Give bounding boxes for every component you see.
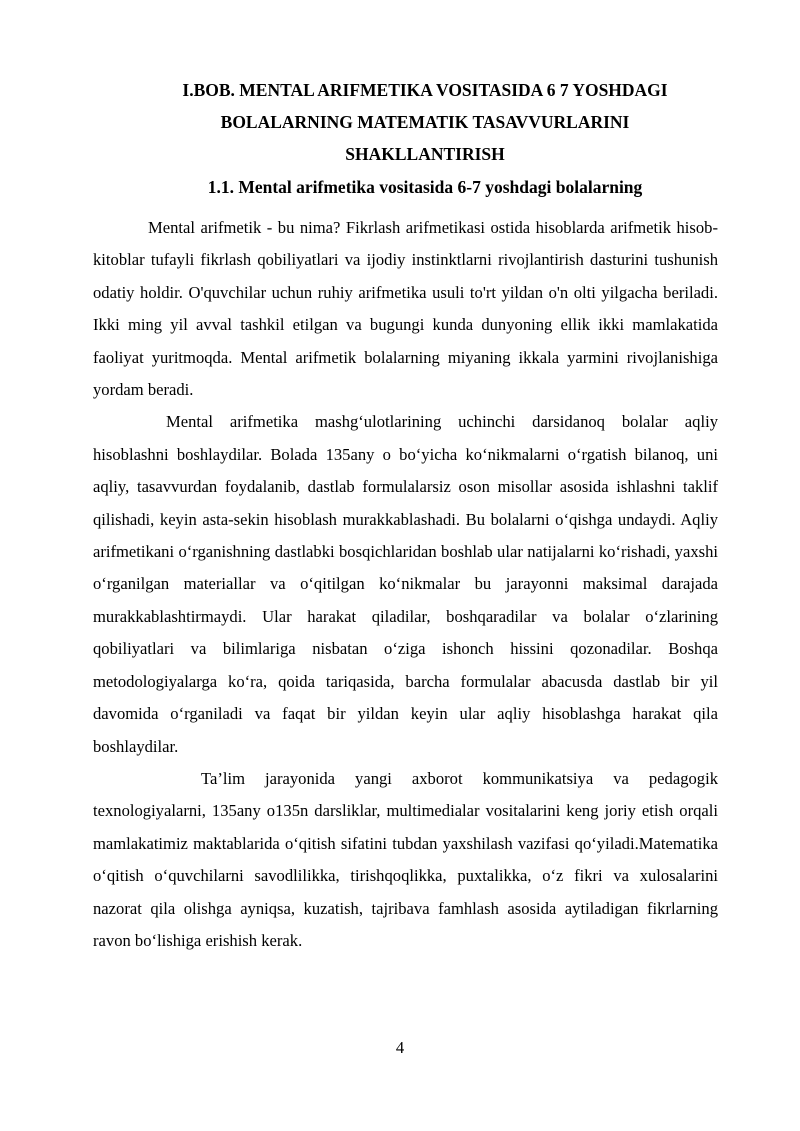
chapter-title-line-1: I.BOB. MENTAL ARIFMETIKA VOSITASIDA 6 7 YOSHDAGI [182, 80, 668, 100]
paragraph-2: Mental arifmetika mashg‘ulotlarining uchinchi darsidanoq bolalar aqliy hisoblashni boshlaydilar. Bolada 135any o bo‘yicha ko‘nikmalarni o‘rgatish bilanoq, uni aqliy, tasavvurdan foydalanib, dastlab formulalarsiz oson misollar asosida ishlashni taklif qilishadi, keyin asta-sekin hisoblash murakkablashadi. Bu bolalarni o‘qishga undaydi. Aqliy arifmetikani o‘rganishning dastlabki bosqichlaridan boshlab ular natijalarni ko‘rishadi, yaxshi o‘rganilgan materiallar va o‘qitilgan ko‘nikmalar bu jarayonni maksimal darajada murakkablashtirmaydi. Ular harakat qiladilar, boshqaradilar va bolalar o‘zlarining qobiliyatlari va bilimlariga nisbatan o‘ziga ishonch hissini qozonadilar. Boshqa metodologiyalarga ko‘ra, qoida tariqasida, barcha formulalar abacusda dastlab bir yil davomida o‘rganiladi va faqat bir yildan keyin ular aqliy hisoblashga harakat qila boshlaydilar. [93, 412, 718, 756]
paragraph-3: Ta’lim jarayonida yangi axborot kommunikatsiya va pedagogik texnologiyalarni, 135any o135n darsliklar, multimedialar vositalarini keng joriy etish orqali mamlakatimiz maktablarida o‘qitish sifatini tubdan yaxshilash vazifasi qo‘yiladi.Matematika o‘qitish o‘quvchilarni savodlilikka, tirishqoqlikka, puxtalikka, o‘z fikri va xulosalarini nazorat qila olishga ayniqsa, kuzatish, tajribava famhlash asosida aytiladigan fikrlarning ravon bo‘lishiga erishish kerak. [93, 768, 718, 950]
page-number: 4 [395, 1038, 405, 1057]
chapter-title [90, 74, 760, 170]
section-title: 1.1. Mental arifmetika vositasida 6-7 yoshdagi bolalarning [207, 177, 643, 197]
paragraph-1: Mental arifmetik - bu nima? Fikrlash arifmetikasi ostida hisoblarda arifmetik hisob-kitoblar tufayli fikrlash qobiliyatlari va ijodiy instinktlarni rivojlantirish dasturini tushunish odatiy holdir. O'quvchilar uchun ruhiy arifmetika usuli to'rt yildan o'n olti yilgacha beriladi. Ikki ming yil avval tashkil etilgan va bugungi kunda dunyoning ellik ikki mamlakatida faoliyat yuritmoqda. Mental arifmetik bolalarning miyaning ikkala yarmini rivojlanishiga yordam beradi. [93, 218, 718, 400]
chapter-title-line-3: SHAKLLANTIRISH [345, 144, 505, 164]
body-text [93, 212, 718, 957]
chapter-title-line-2: BOLALARNING MATEMATIK TASAVVURLARINI [220, 112, 630, 132]
